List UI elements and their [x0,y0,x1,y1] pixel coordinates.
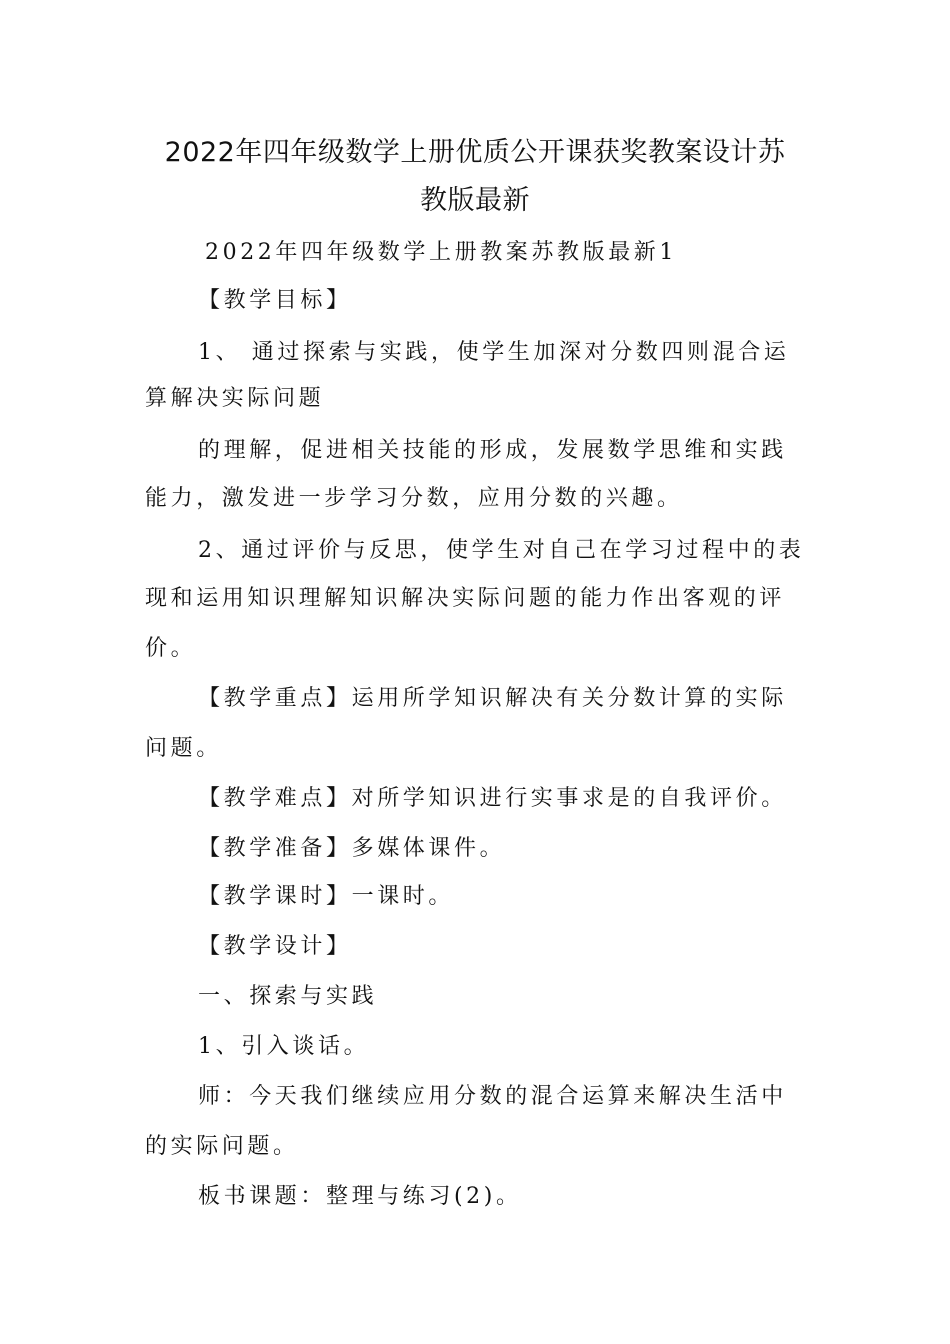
paragraph-line: 【教学课时】一课时。 [198,884,455,909]
paragraph-line: 算解决实际问题 [145,386,325,411]
paragraph-line: 的实际问题。 [145,1134,299,1159]
paragraph-line: 师：今天我们继续应用分数的混合运算来解决生活中 [198,1084,787,1109]
paragraph-line: 【教学准备】多媒体课件。 [198,836,506,861]
paragraph-line: 现和运用知识理解知识解决实际问题的能力作出客观的评 [145,586,786,611]
paragraph-line: 问题。 [145,736,222,761]
paragraph-line: 的理解，促进相关技能的形成，发展数学思维和实践 [198,438,787,463]
paragraph-line: 板书课题：整理与练习(2)。 [198,1184,522,1209]
paragraph-line: 1、引入谈话。 [198,1034,370,1059]
document-title-line-2: 教版最新 [420,185,530,216]
document-title-line-1: 2022年四年级数学上册优质公开课获奖教案设计苏 [164,137,786,168]
paragraph-line: 能力，激发进一步学习分数，应用分数的兴趣。 [145,486,683,511]
paragraph-line: 价。 [145,636,197,661]
paragraph-line: 【教学设计】 [198,934,352,959]
paragraph-line: 【教学重点】运用所学知识解决有关分数计算的实际 [198,686,787,711]
paragraph-line: 2、通过评价与反思，使学生对自己在学习过程中的表 [198,538,805,563]
paragraph-line: 1、 通过探索与实践，使学生加深对分数四则混合运 [198,340,790,365]
subtitle-line: 2022年四年级数学上册教案苏教版最新1 [205,240,677,265]
paragraph-line: 一、探索与实践 [198,984,378,1009]
paragraph-line: 【教学目标】 [198,288,352,313]
paragraph-line: 【教学难点】对所学知识进行实事求是的自我评价。 [198,786,787,811]
